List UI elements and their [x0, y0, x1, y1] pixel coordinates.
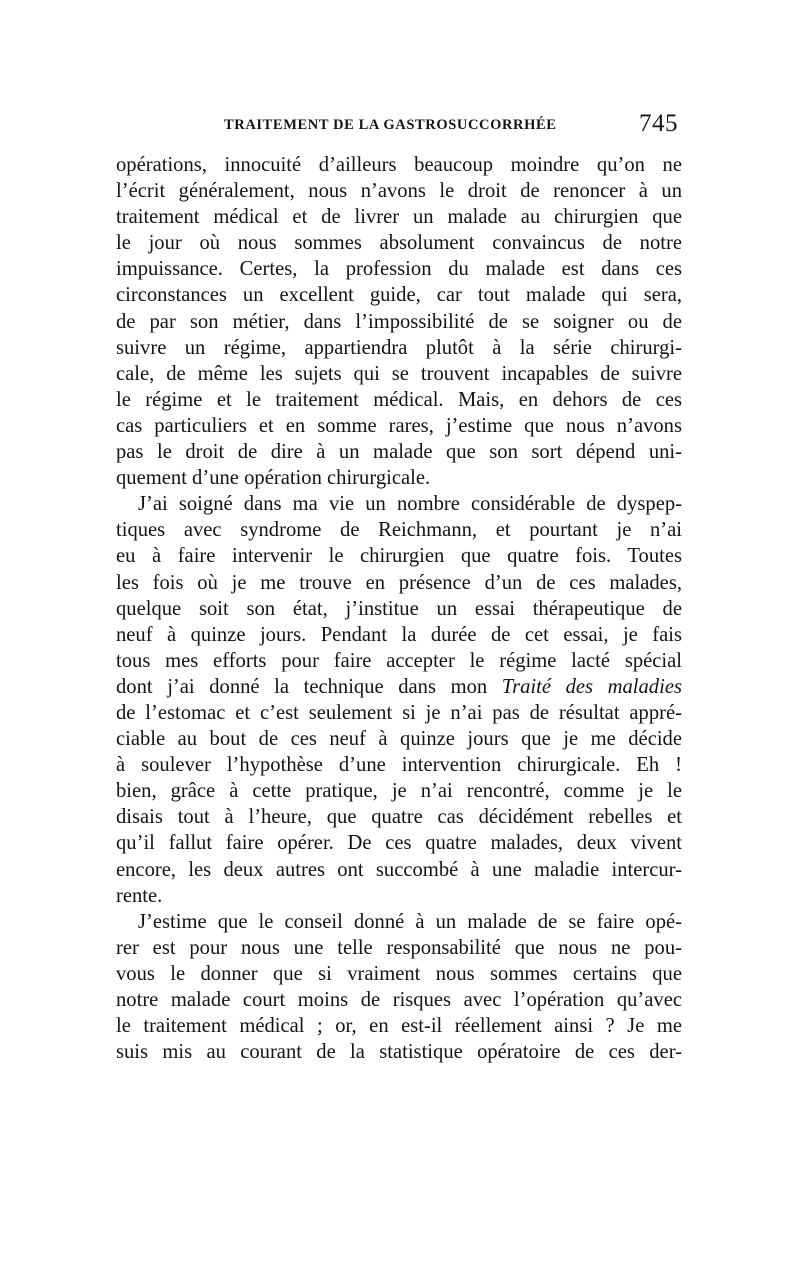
paragraph-1 [116, 152, 682, 491]
text-line: eu à faire intervenir le chirurgien que quatre fois. Toutes [116, 545, 682, 568]
paragraph-2 [116, 491, 682, 909]
text-line: ciable au bout de ces neuf à quinze jours que je me décide [116, 728, 682, 751]
text-line: quement d’une opération chirurgicale. [116, 467, 431, 490]
book-page [116, 110, 682, 1065]
text-line: rente. [116, 884, 163, 907]
text-line: cale, de même les sujets qui se trouvent incapables de suivre [116, 362, 682, 385]
text-line: suis mis au courant de la statistique opératoire de ces der- [116, 1041, 682, 1064]
text-line: tous mes efforts pour faire accepter le régime lacté spécial [116, 649, 682, 672]
text-line: J’estime que le conseil donné à un malade de se faire opé- [138, 910, 682, 933]
text-line: disais tout à l’heure, que quatre cas décidément rebelles et [116, 806, 682, 829]
text-line: circonstances un excellent guide, car tout malade qui sera, [116, 284, 682, 307]
text-line: les fois où je me trouve en présence d’un de ces malades, [116, 571, 682, 594]
text-line: suivre un régime, appartiendra plutôt à la série chirurgi- [116, 336, 682, 359]
text-line: neuf à quinze jours. Pendant la durée de cet essai, je fais [116, 623, 682, 646]
text-line: qu’il fallut faire opérer. De ces quatre malades, deux vivent [116, 832, 682, 855]
text-line: bien, grâce à cette pratique, je n’ai rencontré, comme je le [116, 780, 682, 803]
text-line: le régime et le traitement médical. Mais, en dehors de ces [116, 388, 682, 411]
text-line: cas particuliers et en somme rares, j’estime que nous n’avons [116, 414, 682, 437]
text-line: notre malade court moins de risques avec l’opération qu’avec [116, 989, 682, 1011]
text-line-with-title [116, 674, 682, 700]
text-line: quelque soit son état, j’institue un essai thérapeutique de [116, 597, 682, 620]
text-line: impuissance. Certes, la profession du malade est dans ces [116, 258, 682, 281]
paragraph-3 [116, 909, 682, 1066]
text-line: opérations, innocuité d’ailleurs beaucoup moindre qu’on ne [116, 154, 682, 176]
running-title: TRAITEMENT DE LA GASTROSUCCORRHÉE [224, 117, 557, 133]
book-title-italic: Traité des maladies [501, 675, 682, 698]
text-line: le traitement médical ; or, en est-il réellement ainsi ? Je me [116, 1015, 682, 1038]
text-line: à soulever l’hypothèse d’une intervention chirurgicale. Eh ! [116, 754, 682, 777]
page-number: 745 [639, 110, 678, 137]
text-line: J’ai soigné dans ma vie un nombre considérable de dyspep- [138, 493, 682, 516]
text-line: de par son métier, dans l’impossibilité de se soigner ou de [116, 310, 682, 333]
text-line: rer est pour nous une telle responsabilité que nous ne pou- [116, 936, 682, 959]
text-line: vous le donner que si vraiment nous sommes certains que [116, 962, 682, 985]
text-line: pas le droit de dire à un malade que son sort dépend uni- [116, 441, 682, 464]
running-head [116, 110, 682, 150]
text-line: l’écrit généralement, nous n’avons le droit de renoncer à un [116, 180, 682, 203]
text-segment: dont j’ai donné la technique dans mon [116, 675, 488, 698]
text-line: le jour où nous sommes absolument convaincus de notre [116, 232, 682, 255]
text-line: tiques avec syndrome de Reichmann, et pourtant je n’ai [116, 519, 682, 542]
text-line: traitement médical et de livrer un malade au chirurgien que [116, 206, 682, 229]
text-line: encore, les deux autres ont succombé à une maladie intercur- [116, 858, 682, 881]
text-line: de l’estomac et c’est seulement si je n’ai pas de résultat appré- [116, 701, 682, 724]
